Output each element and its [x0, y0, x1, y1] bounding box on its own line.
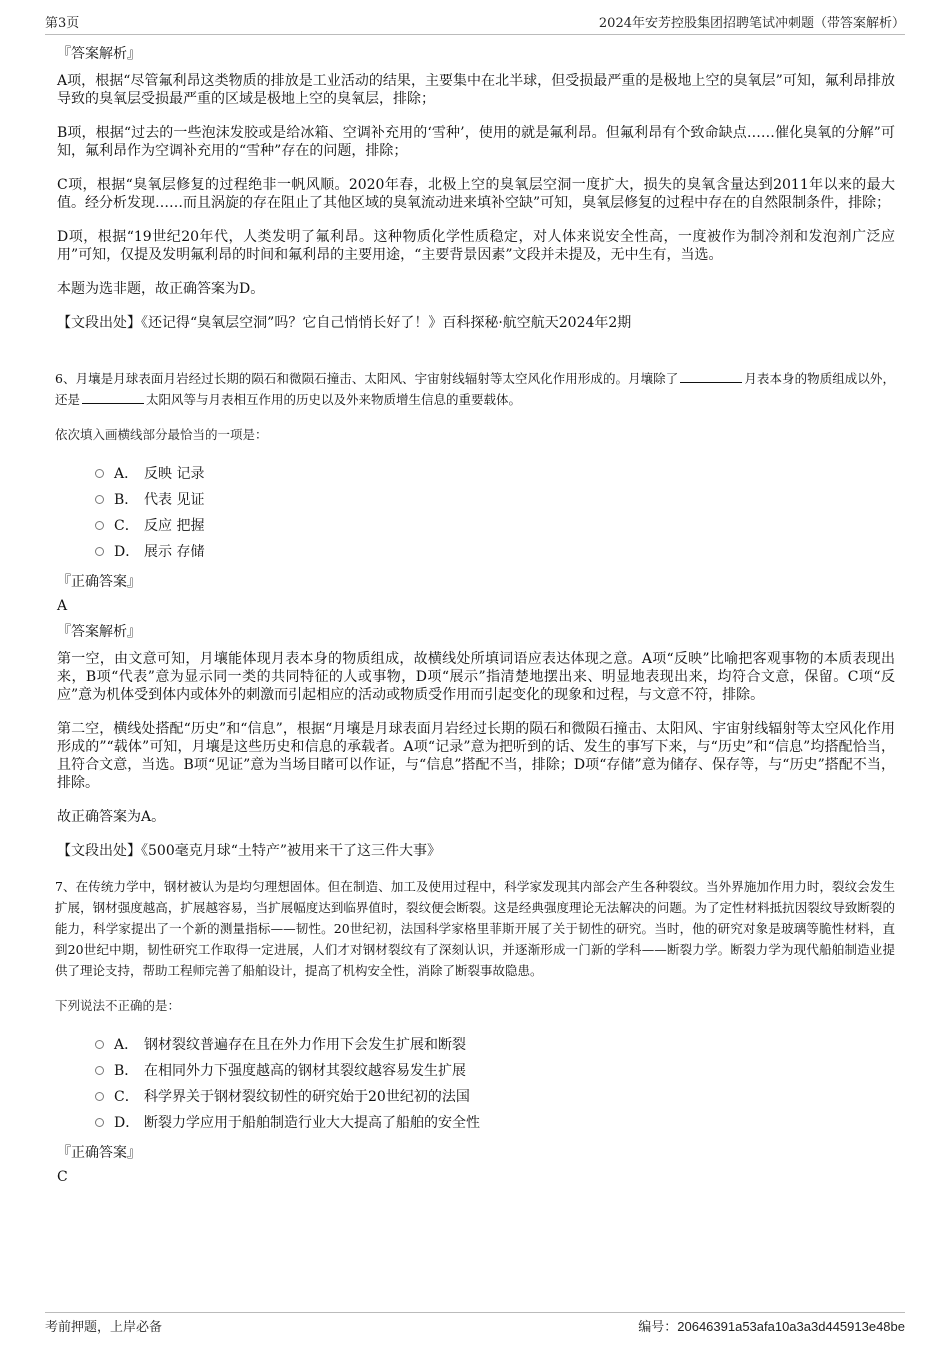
- option-a[interactable]: A． 反映 记录: [95, 460, 895, 486]
- question-6-options: [95, 460, 895, 564]
- option-c[interactable]: C． 反应 把握: [95, 512, 895, 538]
- source-citation: 【文段出处】《还记得“臭氧层空洞”吗？它自己悄悄长好了！》百科探秘·航空航天2024年2期: [57, 315, 632, 331]
- analysis-label: 『答案解析』: [57, 624, 141, 640]
- source-citation: 【文段出处】《500毫克月球“土特产”被用来干了这三件大事》: [57, 843, 442, 859]
- analysis-paragraph-d: D项，根据“19世纪20年代，人类发明了氟利昂。这种物质化学性质稳定，对人体来说安全性高，一度被作为制冷剂和发泡剂广泛应用”可知，仅提及发明氟利昂的时间和氟利昂的主要用途，“主要背景因素”文段并未提及，无中生有，当选。: [57, 229, 895, 263]
- analysis-paragraph-b: B项，根据“过去的一些泡沫发胶或是给冰箱、空调补充用的‘雪种’，使用的就是氟利昂。但氟利昂有个致命缺点……催化臭氧的分解”可知，氟利昂作为空调补充用的“雪种”存在的问题，排除；: [57, 125, 895, 159]
- correct-answer-value: A: [57, 598, 68, 614]
- analysis-paragraph-2: 第二空，横线处搭配“历史”和“信息”，根据“月壤是月球表面月岩经过长期的陨石和微陨石撞击、太阳风、宇宙射线辐射等太空风化作用形成的”“载体”可知，月壤是这些历史和信息的承载者。A项“记录”意为把听到的话、发生的事写下来，与“历史”和“信息”均搭配恰当，且符合文意，当选。B项“见证”意为当场目睹可以作证，与“信息”搭配不当，排除；D项“存储”意为储存、保存等，与“历史”搭配不当，排除。: [57, 721, 895, 791]
- page-content: [55, 44, 895, 1191]
- page-number: 第3页: [45, 16, 80, 31]
- page-footer: [45, 1312, 905, 1335]
- correct-answer-value: C: [57, 1169, 68, 1185]
- option-d[interactable]: D． 展示 存储: [95, 538, 895, 564]
- correct-answer-label: 『正确答案』: [57, 1145, 141, 1161]
- fill-blank-1: [680, 370, 742, 383]
- footer-slogan: 考前押题，上岸必备: [45, 1320, 163, 1335]
- correct-answer-label: 『正确答案』: [57, 574, 141, 590]
- radio-icon[interactable]: [95, 1118, 104, 1127]
- option-d[interactable]: D． 断裂力学应用于船舶制造行业大大提高了船舶的安全性: [95, 1109, 895, 1135]
- question-7-stem: 7、在传统力学中，钢材被认为是均匀理想固体。但在制造、加工及使用过程中，科学家发现其内部会产生各种裂纹。当外界施加作用力时，裂纹会发生扩展，钢材强度越高，扩展越容易，当扩展幅度达到临界值时，裂纹便会断裂。这是经典强度理论无法解决的问题。为了定性材料抵抗因裂纹导致断裂的能力，科学家提出了一个新的测量指标——韧性。20世纪初，法国科学家格里菲斯开展了关于韧性的研究。当时，他的研究对象是玻璃等脆性材料，直到20世纪中期，韧性研究工作取得一定进展，人们才对钢材裂纹有了深刻认识，并逐渐形成一门新的学科——断裂力学。断裂力学为现代船舶制造业提供了理论支持，帮助工程师完善了船舶设计，提高了机构安全性，消除了断裂事故隐患。: [55, 879, 895, 978]
- fill-blank-2: [82, 391, 144, 404]
- radio-icon[interactable]: [95, 1092, 104, 1101]
- radio-icon[interactable]: [95, 495, 104, 504]
- analysis-paragraph-a: A项，根据“尽管氟利昂这类物质的排放是工业活动的结果，主要集中在北半球，但受损最严重的是极地上空的臭氧层”可知，氟利昂排放导致的臭氧层受损最严重的区域是极地上空的臭氧层，排除；: [57, 73, 895, 107]
- question-7-instruction: 下列说法不正确的是：: [55, 998, 181, 1013]
- question-7-options: [95, 1031, 895, 1135]
- radio-icon[interactable]: [95, 1066, 104, 1075]
- analysis-conclusion: 故正确答案为A。: [57, 809, 166, 825]
- option-b[interactable]: B． 在相同外力下强度越高的钢材其裂纹越容易发生扩展: [95, 1057, 895, 1083]
- radio-icon[interactable]: [95, 547, 104, 556]
- document-code: 编号：20646391a53afa10a3a3d445913e48be: [638, 1319, 905, 1335]
- option-c[interactable]: C． 科学界关于钢材裂纹韧性的研究始于20世纪初的法国: [95, 1083, 895, 1109]
- radio-icon[interactable]: [95, 469, 104, 478]
- question-6-stem: 6、月壤是月球表面月岩经过长期的陨石和微陨石撞击、太阳风、宇宙射线辐射等太空风化作用形成的。月壤除了 月表本身的物质组成以外，还是 太阳风等与月表相互作用的历史以及外来物质增生信息的重要载体。: [55, 371, 895, 407]
- option-b[interactable]: B． 代表 见证: [95, 486, 895, 512]
- analysis-conclusion: 本题为选非题，故正确答案为D。: [57, 281, 265, 297]
- question-6-instruction: 依次填入画横线部分最恰当的一项是：: [55, 427, 268, 442]
- document-title: 2024年安芳控股集团招聘笔试冲刺题（带答案解析）: [598, 16, 905, 31]
- radio-icon[interactable]: [95, 1040, 104, 1049]
- option-a[interactable]: A． 钢材裂纹普遍存在且在外力作用下会发生扩展和断裂: [95, 1031, 895, 1057]
- analysis-paragraph-1: 第一空，由文意可知，月壤能体现月表本身的物质组成，故横线处所填词语应表达体现之意。A项“反映”比喻把客观事物的本质表现出来，B项“代表”意为显示同一类的共同特征的人或事物，D项“展示”指清楚地摆出来、明显地表现出来，均符合文意，保留。C项“反应”意为机体受到体内或体外的刺激而引起相应的活动或物质受作用而引起变化的现象和过程，与文意不符，排除。: [57, 651, 895, 703]
- page-header: [45, 12, 905, 35]
- radio-icon[interactable]: [95, 521, 104, 530]
- analysis-label: 『答案解析』: [57, 46, 141, 62]
- analysis-paragraph-c: C项，根据“臭氧层修复的过程绝非一帆风顺。2020年春，北极上空的臭氧层空洞一度扩大，损失的臭氧含量达到2011年以来的最大值。经分析发现……而且涡旋的存在阻止了其他区域的臭氧流动进来填补空缺”可知，臭氧层修复的过程中存在的自然限制条件，排除；: [57, 177, 895, 211]
